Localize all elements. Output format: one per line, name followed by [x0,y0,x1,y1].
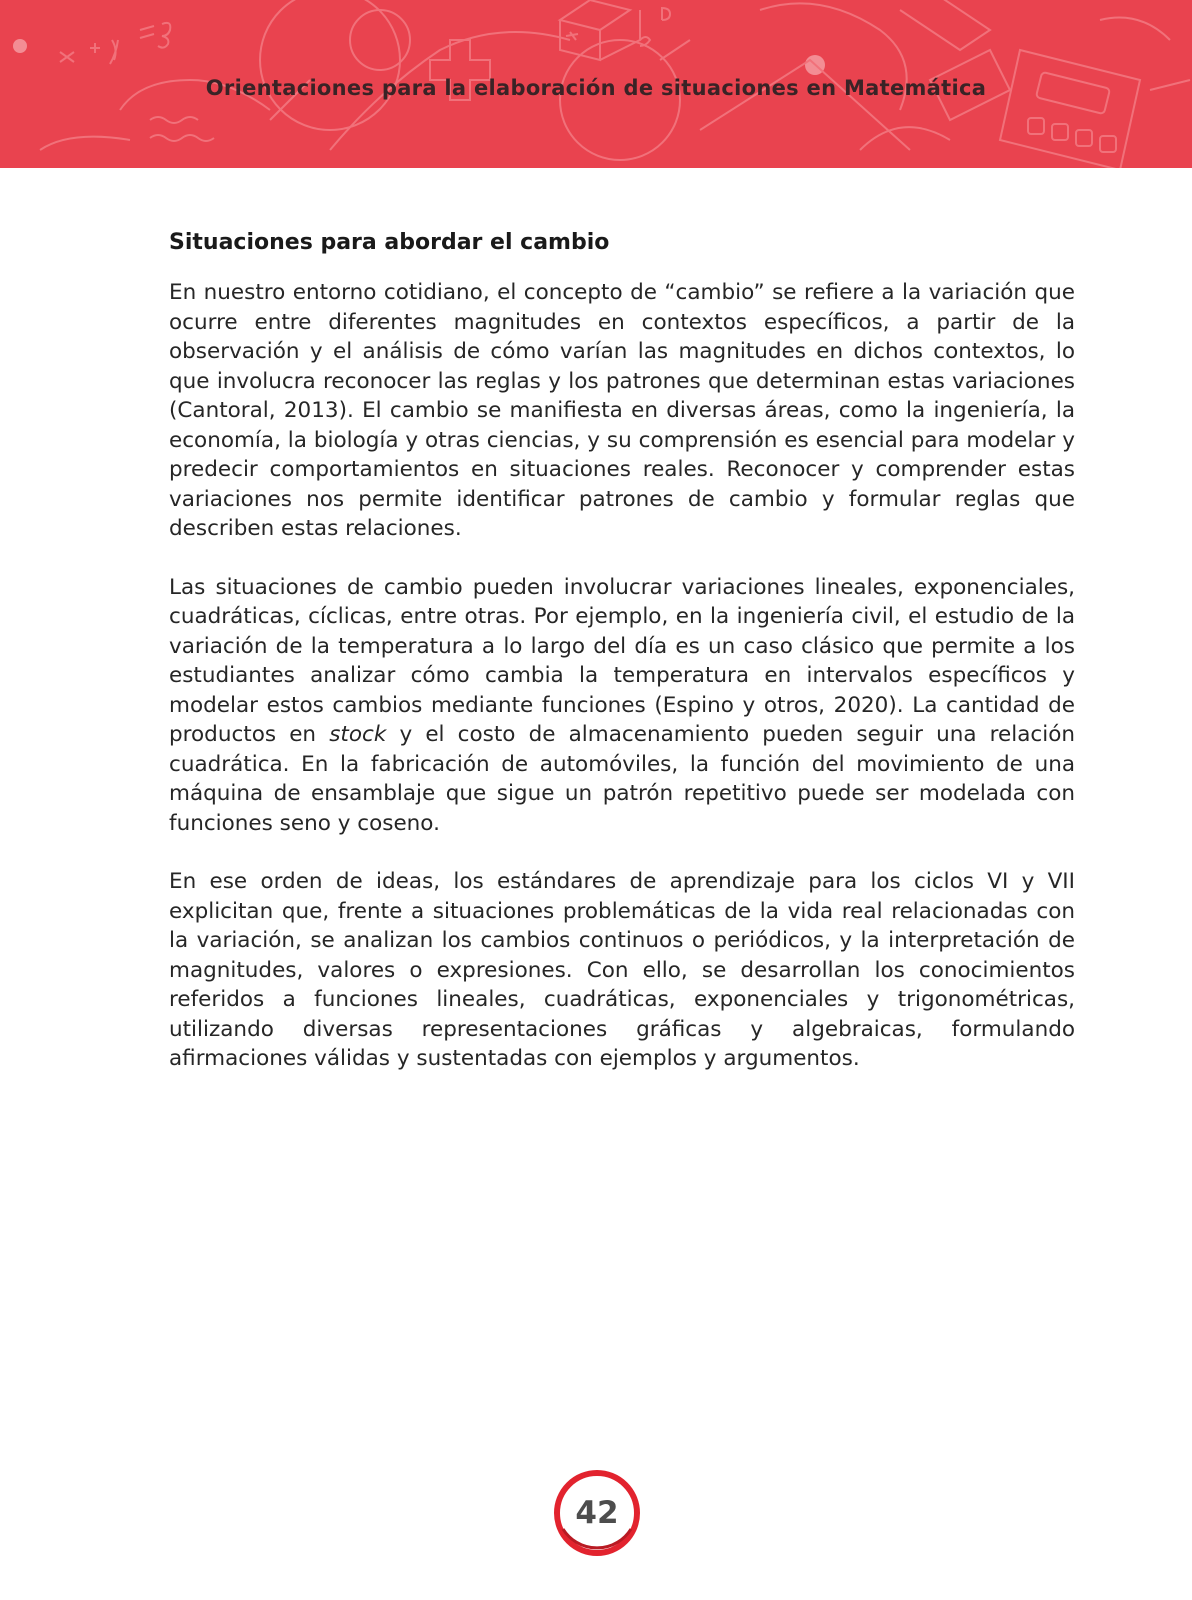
page-number: 42 [575,1495,619,1531]
main-content [169,228,1075,1103]
paragraph-2-text-a: Las situaciones de cambio pueden involucrar variaciones lineales, exponenciales, cuadráticas, cíclicas, entre otras. Por ejemplo, en la ingeniería civil, el estudio de la variación de la temperatura a lo largo del día es un caso clásico que permite a los estudiantes analizar cómo cambia la temperatura en intervalos específicos y modelar estos cambios mediante funciones (Espino y otros, 2020). La cantidad de productos en [169,574,1075,747]
page-header [0,0,1192,168]
paragraph-3: En ese orden de ideas, los estándares de aprendizaje para los ciclos VI y VII explicitan que, frente a situaciones problemáticas de la vida real relacionadas con la variación, se analizan los cambios continuos o periódicos, y la interpretación de magnitudes, valores o expresiones. Con ello, se desarrollan los conocimientos referidos a funciones lineales, cuadráticas, exponenciales y trigonométricas, utilizando diversas representaciones gráficas y algebraicas, formulando afirmaciones válidas y sustentadas con ejemplos y argumentos. [169,869,1075,1071]
paragraph-2-text-b: y el costo de almacenamiento pueden seguir una relación cuadrática. En la fabricación de automóviles, la función del movimiento de una máquina de ensamblaje que sigue un patrón repetitivo puede ser modelada con funciones seno y coseno. [169,722,1075,836]
paragraph-2-italic-term: stock [329,722,387,747]
page-number-badge [553,1469,641,1557]
paragraph-1: En nuestro entorno cotidiano, el concepto de “cambio” se refiere a la variación que ocurre entre diferentes magnitudes en contextos específicos, a partir de la observación y el análisis de cómo varían las magnitudes en dichos contextos, lo que involucra reconocer las reglas y los patrones que determinan estas variaciones (Cantoral, 2013). El cambio se manifiesta en diversas áreas, como la ingeniería, la economía, la biología y otras ciencias, y su comprensión es esencial para modelar y predecir comportamientos en situaciones reales. Reconocer y comprender estas variaciones nos permite identificar patrones de cambio y formular reglas que describen estas relaciones. [169,280,1075,541]
header-title: Orientaciones para la elaboración de situaciones en Matemática [205,76,987,100]
section-title: Situaciones para abordar el cambio [169,230,610,255]
paragraph-2 [169,573,1075,839]
